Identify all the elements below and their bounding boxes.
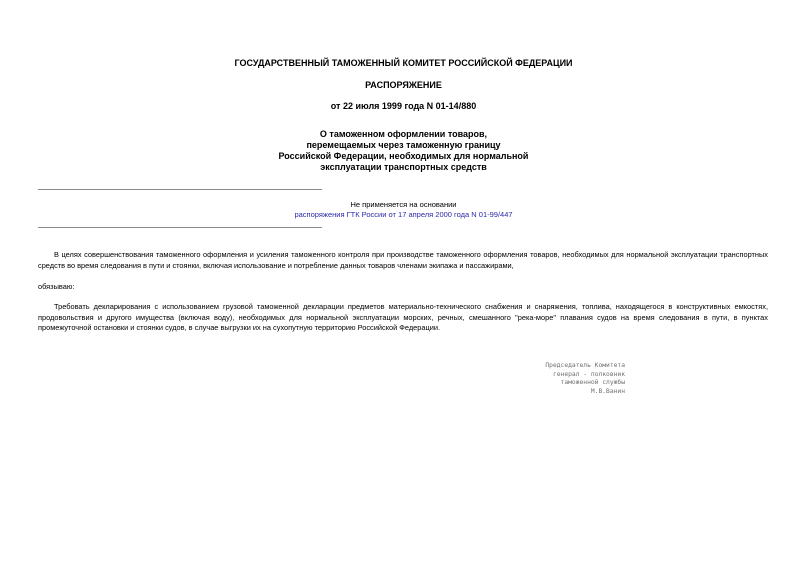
- signature-line: М.В.Ванин: [590, 387, 625, 395]
- body-paragraph-requirement: Требовать декларирования с использованием грузовой таможенной декларации предметов материально-технического снабжения и снаряжения, топлива, находящегося в конструктивных емкостях, продовольствия и другого имущества (включая воду), необходимых для нормальной эксплуатации морских, речных, смешанного "река-море" плавания судов на время следования в пути, в пунктах промежуточной остановки и стоянки судов, в случае выгрузки их на сухопутную территорию Российской Федерации.: [38, 302, 768, 333]
- agency-title: ГОСУДАРСТВЕННЫЙ ТАМОЖЕННЫЙ КОМИТЕТ РОССИЙСКОЙ ФЕДЕРАЦИИ: [234, 58, 573, 68]
- status-link[interactable]: распоряжения ГТК России от 17 апреля 2000 года N 01-99/447: [294, 210, 513, 219]
- signature-line: таможенной службы: [560, 379, 625, 387]
- document-date: от 22 июля 1999 года N 01-14/880: [330, 101, 477, 111]
- signature-block: [520, 362, 625, 396]
- divider-bottom: [38, 227, 322, 228]
- subject-line: эксплуатации транспортных средств: [320, 162, 487, 172]
- signature-line: Председатель Комитета: [545, 362, 625, 369]
- status-label: Не применяется на основании: [350, 200, 457, 209]
- body-paragraph-obligate: обязываю:: [38, 282, 75, 291]
- divider-top: [38, 189, 322, 190]
- subject-line: перемещаемых через таможенную границу: [306, 140, 501, 150]
- document-type: РАСПОРЯЖЕНИЕ: [365, 80, 442, 90]
- document-subject: [0, 129, 807, 173]
- subject-line: Российской Федерации, необходимых для нормальной: [278, 151, 529, 161]
- body-paragraph-preamble: В целях совершенствования таможенного оформления и усиления таможенного контроля при производстве таможенного оформления товаров, необходимых для нормальной эксплуатации транспортных средств во время следования в пути и стоянки, включая использование и потребление данных товаров членами экипажа и пассажирами,: [38, 250, 768, 270]
- subject-line: О таможенном оформлении товаров,: [319, 129, 488, 139]
- signature-line: генерал - полковник: [552, 370, 625, 378]
